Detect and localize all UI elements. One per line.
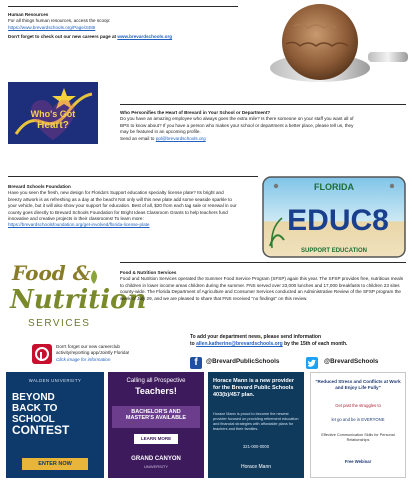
personifies-divider (120, 104, 406, 105)
plate-number: EDUC8 (287, 204, 389, 237)
fn-logo-line1: Food & (12, 261, 91, 285)
ad1-line4: CONTEST (12, 423, 70, 437)
dept-news-to-prefix: to (190, 341, 197, 347)
personifies-title: Who Personifies the Heart of Brevard in Your School or Department? (120, 110, 271, 115)
ad2-line1: Calling all Prospective (126, 378, 186, 384)
careerclub-line2: activity/reporting app/Jointly Florida! (56, 350, 130, 356)
ad2-brand: GRAND CANYON (131, 456, 181, 462)
foundation-title: Brevard Schools Foundation (8, 184, 71, 189)
personifies-body: Do you have an amazing employee who always goes the extra mile? Is there someone on your staff you want all of BPS to know about? If you have a person who makes your school or department a better place, please tell us, they may be featured in an upcoming profile. (120, 116, 354, 135)
ad1-brand: WALDEN UNIVERSITY (28, 378, 82, 383)
food-nutrition-logo (8, 256, 147, 338)
hr-careers-line (8, 34, 236, 40)
ad2-degree-banner (112, 406, 200, 428)
fns-divider (120, 262, 406, 263)
fns-title: Food & Nutrition Services (120, 270, 177, 275)
ad3-body: Horace Mann is proud to become the newest provider focused on providing retirement education and financial strategies with affordable plans for teachers and their families. (213, 412, 299, 431)
dept-news-email-link[interactable]: allen.katherine@brevardschools.org (196, 341, 283, 347)
facebook-icon[interactable]: f (190, 357, 202, 369)
pinterest-icon[interactable] (32, 344, 52, 364)
ad3-phone[interactable]: 321-000-0000 (242, 444, 270, 449)
ad4-title: "Reduced Stress and Conflicts at Work and Enjoy Life Fully" (315, 379, 401, 390)
plate-state: FLORIDA (314, 182, 354, 192)
facebook-handle[interactable] (190, 356, 294, 370)
ice-cream-scoop-image (250, 2, 408, 92)
twitter-handle[interactable] (300, 356, 404, 370)
walden-contest-ad[interactable] (6, 372, 104, 478)
educ8-license-plate-image (262, 176, 406, 258)
ad2-line2: Teachers! (135, 386, 177, 396)
fn-logo-line3: SERVICES (28, 318, 91, 329)
hr-section (8, 12, 236, 41)
personifies-email-link[interactable]: ppl@brevardschools.org (155, 135, 206, 141)
foundation-body: Have you seen the fresh, new design for Florida's Support education specialty license plate? Its bright and breezy artwork is as refreshing as a day at the beach! Not only will this new plate add some seaside sparkle to your vehicle, but it will also show your support for education. Best of all, $20 from each tag sale or renewal in our county goes directly to Brevard Schools Foundation for Bright Ideas Classroom Grants to help teachers fund innovative and creative projects in their classrooms! To learn more: (8, 190, 237, 222)
heart-logo-line2: Heart? (37, 120, 69, 131)
foundation-section (8, 184, 238, 229)
ad4-footer: Free Webinar (344, 459, 372, 464)
personifies-email-prefix: Send an email to (120, 135, 156, 141)
ad2-learn-more-button[interactable]: LEARN MORE (134, 434, 178, 444)
twitter-icon[interactable] (306, 357, 318, 369)
foundation-divider (8, 176, 258, 177)
ad3-title: Horace Mann is a new provider for the Brevard Public Schools 403(b)/457 plan. (213, 378, 294, 398)
department-news-callout (190, 334, 404, 348)
fns-section (120, 270, 404, 302)
ad4-line1: Get past the struggles to (335, 403, 381, 408)
stress-webinar-ad[interactable] (310, 372, 406, 478)
ad4-line3: Effective Communication Skills for Personal Relationships (321, 433, 395, 442)
ad4-line2: let go and be in EVERYONE (331, 417, 385, 422)
hr-text: For all things human resources, access the scoop: (8, 18, 111, 24)
careerclub-promo[interactable] (8, 344, 188, 368)
horace-mann-ad[interactable] (208, 372, 304, 478)
ad3-brand: Horace Mann (240, 464, 271, 470)
foundation-link[interactable]: https://brevardschoolsfoundation.org/get-involved/florida-license-plate (8, 222, 150, 228)
ad1-enter-button[interactable]: ENTER NOW (22, 458, 88, 470)
fn-logo-line2: Nutrition (10, 285, 147, 315)
fns-body: Food and Nutrition Services operated the Summer Food Service Program (SFSP) again this year. The SFSP provides free, nutritious meals to children in lower income areas children during the summer. FNS served over 23,000 lunches and 17,000 breakfasts to children 23 sites county-wide. The Florida Department of Agriculture and Consumer Services conducted an Administrative Review of the SFSP program the week of July 29, and we are pleased to share that FNS received "no findings" on this review. (120, 276, 403, 301)
whos-got-heart-logo (8, 82, 98, 144)
personifies-email-line (120, 136, 356, 142)
top-divider (8, 6, 238, 7)
dept-news-line1: To add your department news, please send information (190, 334, 322, 340)
personifies-section (120, 110, 356, 142)
ad1-line1: BEYOND (12, 392, 55, 403)
ad2-line3: BACHELOR'S AND (131, 409, 181, 415)
ad1-line3: SCHOOL (12, 414, 55, 425)
facebook-handle-text[interactable]: @BrevardPublicSchools (206, 358, 280, 365)
ad2-brand2: UNIVERSITY (143, 464, 168, 469)
twitter-handle-text[interactable]: @BrevardSchools (324, 358, 379, 365)
hr-link[interactable]: https://www.brevardschools.org/Page/3485 (8, 24, 96, 30)
careerclub-line1: Don't forget our new careerclub (56, 344, 120, 349)
gcu-teachers-ad[interactable] (108, 372, 204, 478)
ad2-line4: MASTER'S AVAILABLE (125, 415, 187, 421)
heart-logo-line1: Who's Got (30, 109, 76, 119)
hr-careers-link[interactable]: www.brevardschools.org (117, 34, 173, 40)
dept-news-line2 (190, 341, 404, 348)
ad1-headline (12, 392, 69, 436)
hr-careers-prefix: Don't forget to check out our new careers page at (8, 34, 118, 40)
dept-news-line2-suffix: by the 15th of each month. (282, 341, 348, 347)
hr-title: Human Resources (8, 12, 49, 17)
ad1-line2: BACK TO (12, 403, 58, 414)
careerclub-link[interactable]: Click image for information (56, 356, 111, 362)
careerclub-text (56, 344, 188, 363)
plate-bottom: SUPPORT EDUCATION (301, 248, 367, 254)
